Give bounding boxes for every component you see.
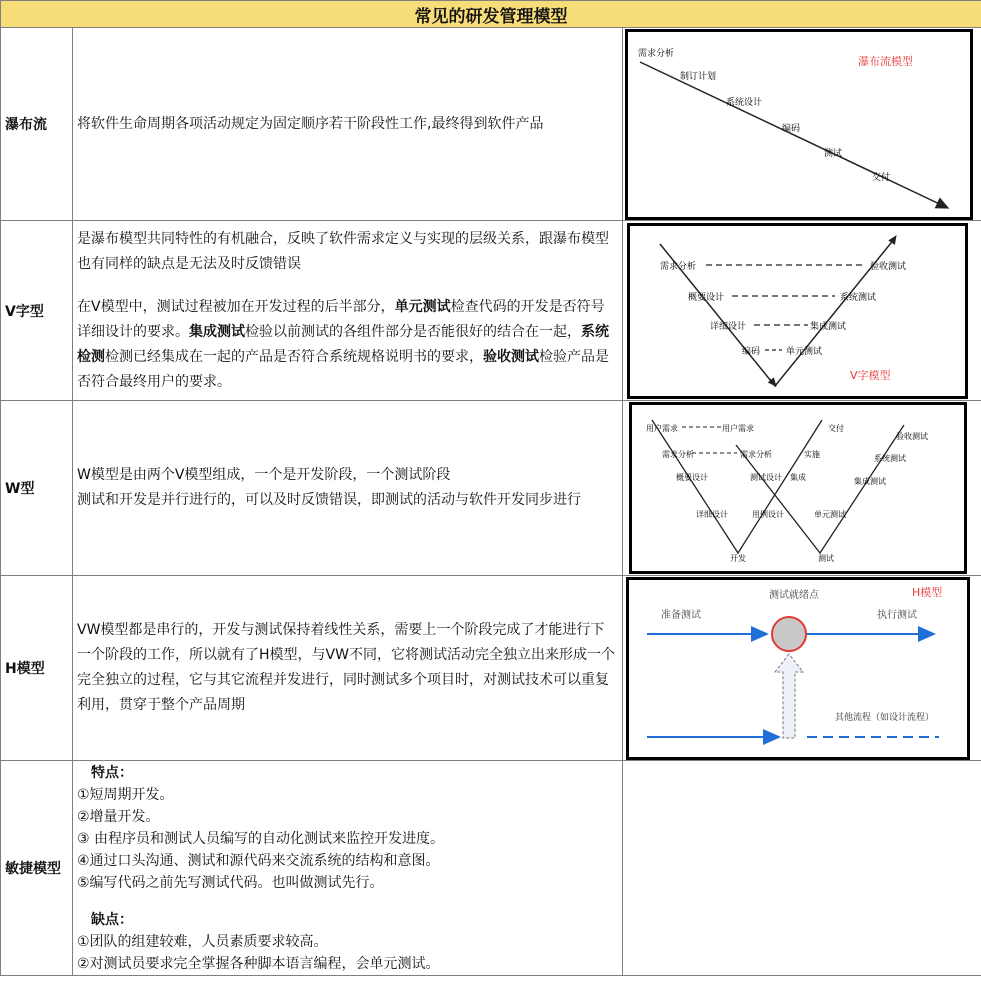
- model-name: V字型: [1, 221, 73, 401]
- svg-text:交付: 交付: [828, 424, 844, 433]
- svg-text:测试设计: 测试设计: [750, 473, 782, 482]
- h-figure: [626, 577, 970, 760]
- v-left: 概要设计: [688, 293, 725, 303]
- svg-text:其他流程（如设计流程）: 其他流程（如设计流程）: [835, 713, 935, 723]
- waterfall-diagram: [628, 32, 970, 217]
- row-h-model: [1, 576, 981, 761]
- svg-text:执行测试: 执行测试: [877, 610, 917, 621]
- features-title: 特点：: [91, 765, 133, 781]
- svg-text:用例设计: 用例设计: [752, 510, 784, 519]
- v-left: 编码: [742, 347, 761, 357]
- v-right: 单元测试: [786, 347, 823, 357]
- v-left: 需求分析: [660, 262, 697, 272]
- w-diagram: [632, 405, 964, 571]
- wf-step: 需求分析: [638, 49, 675, 59]
- model-name: 瀑布流: [1, 28, 73, 221]
- svg-text:集成测试: 集成测试: [854, 477, 886, 486]
- wf-label: 瀑布流模型: [858, 55, 913, 68]
- v-right: 验收测试: [870, 262, 907, 272]
- svg-text:准备测试: 准备测试: [661, 610, 701, 621]
- svg-text:集成: 集成: [790, 473, 806, 482]
- waterfall-figure: [625, 29, 973, 220]
- h-diagram: [629, 580, 967, 757]
- feature-item: ⑤编写代码之前先写测试代码。也叫做测试先行。: [77, 875, 384, 891]
- v-label: V字模型: [850, 369, 891, 382]
- svg-text:系统测试: 系统测试: [874, 454, 906, 463]
- row-w-model: [1, 401, 981, 576]
- svg-text:用户需求: 用户需求: [646, 424, 678, 433]
- model-desc: [73, 221, 623, 401]
- model-desc: [73, 761, 623, 976]
- table-title: 常见的研发管理模型: [1, 1, 981, 28]
- svg-text:测试: 测试: [818, 554, 834, 563]
- svg-text:用户需求: 用户需求: [722, 424, 754, 433]
- svg-text:实施: 实施: [804, 450, 820, 459]
- row-v-model: [1, 221, 981, 401]
- v-desc-1: 是瀑布模型共同特性的有机融合，反映了软件需求定义与实现的层级关系，跟瀑布模型也有同样的缺点是无法及时反馈错误: [77, 230, 609, 272]
- svg-text:需求分析: 需求分析: [662, 450, 694, 459]
- feature-item: ④通过口头沟通、测试和源代码来交流系统的结构和意图。: [77, 853, 440, 869]
- wf-step: 编码: [782, 124, 801, 134]
- v-left: 详细设计: [710, 322, 747, 332]
- wf-step: 系统设计: [726, 98, 763, 108]
- row-waterfall: [1, 28, 981, 221]
- model-name: W型: [1, 401, 73, 576]
- v-diagram: [630, 226, 965, 396]
- v-figure: [627, 223, 968, 399]
- model-desc: VW模型都是串行的，开发与测试保持着线性关系，需要上一个阶段完成了才能进行下一个阶段的工作，所以就有了H模型，与VW不同，它将测试活动完全独立出来形成一个完全独立的过程，它与其它流程并发进行，同时测试多个项目时，对测试技术可以重复利用，贯穿于整个产品周期: [73, 576, 623, 761]
- model-name: 敏捷模型: [1, 761, 73, 976]
- svg-text:单元测试: 单元测试: [814, 510, 846, 519]
- empty-cell: [623, 761, 981, 976]
- model-desc: 将软件生命周期各项活动规定为固定顺序若干阶段性工作,最终得到软件产品: [73, 28, 623, 221]
- model-name: H模型: [1, 576, 73, 761]
- feature-item: ③ 由程序员和测试人员编写的自动化测试来监控开发进度。: [77, 831, 444, 847]
- svg-text:详细设计: 详细设计: [696, 510, 728, 519]
- v-desc-2: 在V模型中，测试过程被加在开发过程的后半部分，单元测试检查代码的开发是否符号详细设计的要求。集成测试检验以前测试的各组件部分是否能很好的结合在一起，系统检测检测已经集成在一起的产品是否符合系统规格说明书的要求，验收测试检验产品是否符合最终用户的要求。: [77, 298, 609, 390]
- svg-text:开发: 开发: [730, 554, 746, 563]
- w-desc-1: W模型是由两个V模型组成，一个是开发阶段，一个测试阶段: [77, 467, 451, 483]
- cons-item: ②对测试员要求完全掌握各种脚本语言编程，会单元测试。: [77, 956, 440, 972]
- wf-step: 制订计划: [680, 72, 717, 82]
- cons-item: ①团队的组建较难，人员素质要求较高。: [77, 934, 328, 950]
- svg-text:H模型: H模型: [912, 586, 943, 599]
- svg-text:测试就绪点: 测试就绪点: [769, 590, 819, 601]
- row-agile: [1, 761, 981, 976]
- svg-text:验收测试: 验收测试: [896, 432, 928, 441]
- feature-item: ②增量开发。: [77, 809, 160, 825]
- svg-text:需求分析: 需求分析: [740, 450, 772, 459]
- model-desc: [73, 401, 623, 576]
- v-right: 系统测试: [840, 293, 877, 303]
- feature-item: ①短周期开发。: [77, 787, 174, 803]
- svg-text:概要设计: 概要设计: [676, 473, 708, 482]
- v-right: 集成测试: [810, 322, 847, 332]
- w-figure: [629, 402, 967, 574]
- wf-step: 测试: [824, 149, 843, 159]
- cons-title: 缺点：: [91, 912, 133, 928]
- wf-step: 交付: [872, 173, 891, 183]
- w-desc-2: 测试和开发是并行进行的，可以及时反馈错误，即测试的活动与软件开发同步进行: [77, 492, 581, 508]
